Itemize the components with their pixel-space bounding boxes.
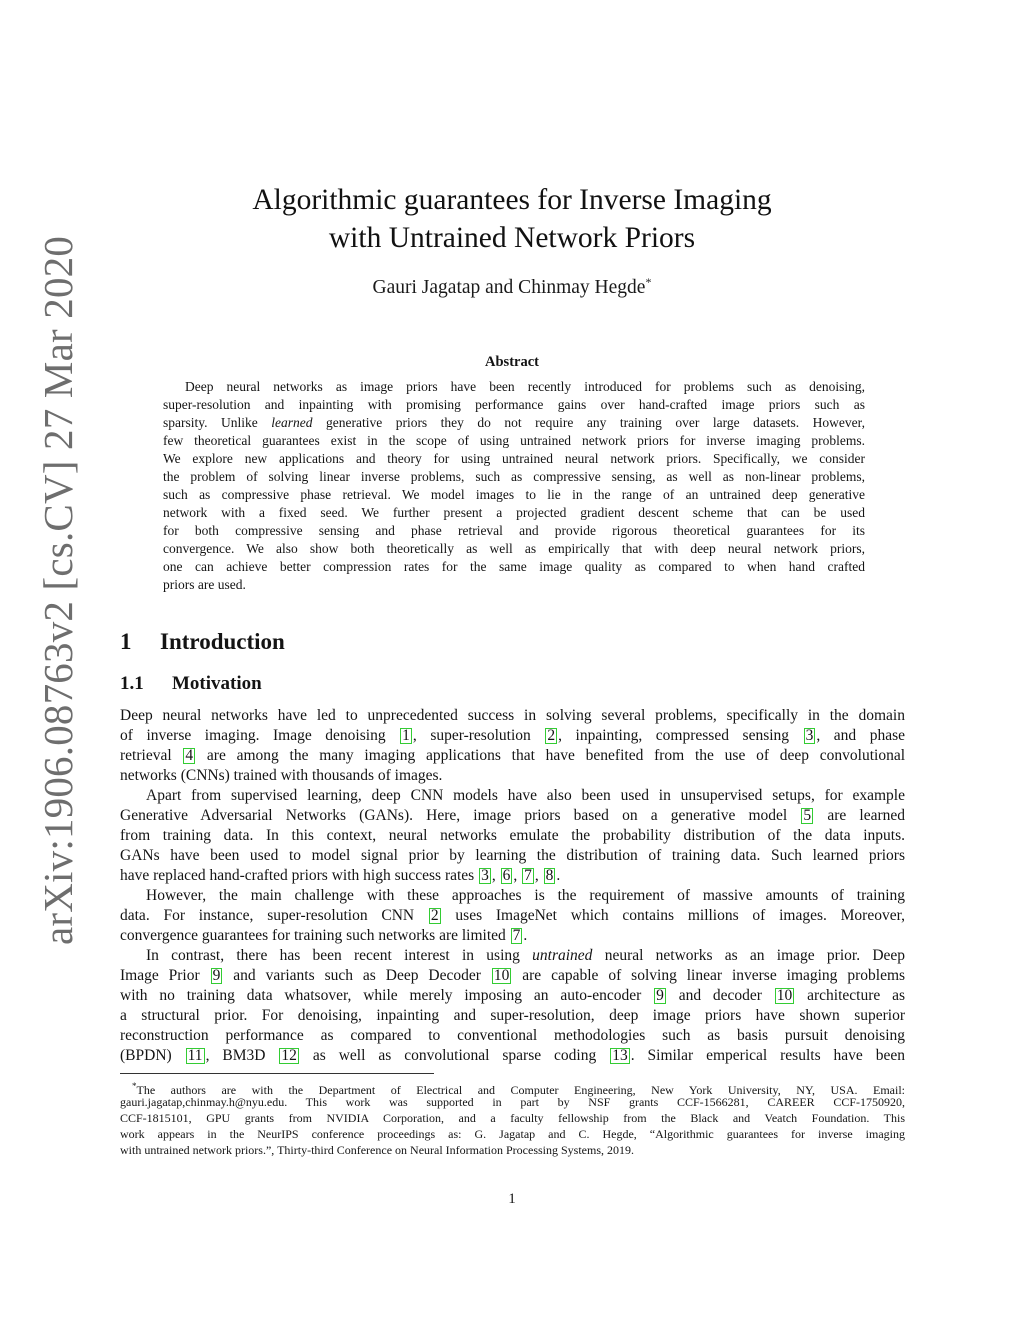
citation-link[interactable]: 10	[493, 967, 510, 984]
abstract-body	[163, 378, 865, 594]
abstract-line: super-resolution and inpainting with promising performance gains over hand-crafted image priors such as	[163, 397, 865, 412]
body-line: Apart from supervised learning, deep CNN models have also been used in unsupervised setups, for example	[146, 787, 905, 804]
citation-link[interactable]: 12	[281, 1047, 297, 1064]
author-footnote-mark[interactable]: *	[645, 275, 652, 289]
citation-link[interactable]: 7	[524, 867, 532, 884]
body-text	[120, 706, 905, 1066]
citation-link[interactable]: 8	[545, 867, 554, 884]
citation-link[interactable]: 6	[502, 867, 511, 884]
abstract-line: Deep neural networks as image priors have been recently introduced for problems such as denoising,	[185, 379, 865, 394]
body-line: a structural prior. For denoising, inpainting and super-resolution, deep image priors have shown superior	[120, 1007, 905, 1024]
body-line: In contrast, there has been recent interest in using untrained neural networks as an image prior. Deep	[146, 947, 906, 964]
abstract-line: We explore new applications and theory for using untrained neural network priors. Specifically, we consider	[163, 451, 865, 466]
body-line: convergence guarantees for training such networks are limited 7 .	[120, 927, 528, 944]
footnote	[120, 1078, 905, 1158]
citation-link[interactable]: 4	[185, 747, 194, 764]
abstract-line: for both compressive sensing and phase retrieval and provide rigorous theoretical guarantees for its	[163, 523, 865, 538]
body-line: However, the main challenge with these approaches is the requirement of massive amounts of training	[146, 887, 905, 904]
citation-link[interactable]: 7	[512, 927, 521, 944]
body-line: GANs have been used to model signal prior by learning the distribution of training data. Such learned priors	[120, 847, 905, 864]
citation-link[interactable]: 1	[402, 727, 410, 744]
body-line: from training data. In this context, neural networks emulate the probability distribution of the data inputs.	[120, 827, 905, 844]
citation-link[interactable]: 3	[805, 727, 814, 744]
authors	[0, 275, 1024, 299]
abstract-line: one can achieve better compression rates for the same image quality as compared to when hand crafted	[163, 559, 865, 574]
page-number: 1	[508, 1191, 516, 1207]
body-line: Generative Adversarial Networks (GANs). Here, image priors based on a generative model 5 are learned	[120, 807, 906, 824]
body-line: of inverse imaging. Image denoising 1 , super-resolution 2 , inpainting, compressed sensing 3 , and phase	[120, 727, 906, 744]
footnote-line: with untrained network priors.”, Thirty-third Conference on Neural Information Processing Systems, 2019.	[120, 1143, 635, 1157]
arxiv-stamp-text: arXiv:1906.08763v2 [cs.CV] 27 Mar 2020	[35, 235, 81, 945]
title-line-2: with Untrained Network Priors	[328, 222, 696, 254]
body-line: Image Prior 9 and variants such as Deep Decoder 10 are capable of solving linear inverse imaging problems	[120, 967, 906, 984]
subsection-number: 1.1	[120, 673, 144, 694]
footnote-mark: *	[132, 1081, 137, 1091]
title-line-1: Algorithmic guarantees for Inverse Imaging	[252, 184, 772, 216]
paper-title	[0, 181, 1024, 257]
abstract-line: such as compressive phase retrieval. We model images to lie in the range of an untrained deep generative	[163, 487, 865, 502]
body-line: Deep neural networks have led to unprecedented success in solving several problems, specifically in the domain	[120, 707, 905, 724]
citation-link[interactable]: 10	[776, 987, 793, 1004]
body-line: (BPDN) 11 , BM3D 12 as well as convolutional sparse coding 13 . Similar emperical results have been	[120, 1047, 906, 1064]
citation-link[interactable]: 9	[212, 967, 221, 984]
body-line: reconstruction performance as compared to conventional methodologies such as basis pursuit denoising	[120, 1027, 905, 1044]
abstract-line: priors are used.	[163, 577, 246, 592]
citation-link[interactable]: 11	[187, 1047, 203, 1064]
footnote-line: CCF-1815101, GPU grants from NVIDIA Corporation, and a faculty fellowship from the Black and Veatch Foundation. This	[120, 1111, 905, 1125]
citation-link[interactable]: 2	[547, 727, 556, 744]
abstract-line: the problem of solving linear inverse problems, such as compressive sensing, as well as non-linear problems,	[163, 469, 865, 484]
citation-link[interactable]: 3	[481, 867, 489, 884]
body-line: retrieval 4 are among the many imaging applications that have benefited from the use of deep convolutional	[120, 747, 906, 764]
citation-link[interactable]: 13	[612, 1047, 628, 1064]
emphasis-untrained: untrained	[532, 947, 593, 964]
section-title: Introduction	[160, 629, 285, 654]
abstract-line: convergence. We also show both theoretically as well as empirically that with deep neural network priors,	[163, 541, 865, 556]
abstract-line: sparsity. Unlike learned generative priors they do not require any training over large datasets. However,	[163, 415, 865, 430]
footnote-line: work appears in the NeurIPS conference proceedings as: G. Jagatap and C. Hegde, “Algorithmic guarantees for inverse imaging	[120, 1127, 905, 1141]
body-line: networks (CNNs) trained with thousands of images.	[120, 767, 443, 784]
citation-link[interactable]: 5	[803, 807, 812, 824]
body-line: with no training data whatsover, while merely imposing an auto-encoder 9 and decoder 10 architecture as	[120, 987, 906, 1004]
subsection-heading	[120, 673, 262, 695]
citation-link[interactable]: 9	[656, 987, 664, 1004]
emphasis-learned: learned	[271, 415, 313, 430]
abstract-line: network with a fixed seed. We further present a projected gradient descent scheme that can be used	[163, 505, 865, 520]
section-number: 1	[120, 629, 132, 654]
footnote-divider	[120, 1073, 434, 1074]
subsection-title: Motivation	[172, 673, 262, 694]
abstract-heading: Abstract	[485, 354, 539, 370]
footnote-line: *The authors are with the Department of Electrical and Computer Engineering, New York University, NY, USA. Email:	[132, 1081, 905, 1097]
abstract-line: few theoretical guarantees exist in the scope of using untrained network priors for inverse imaging problems.	[163, 433, 865, 448]
body-line: data. For instance, super-resolution CNN 2 uses ImageNet which contains millions of images. Moreover,	[120, 907, 906, 924]
author-names: Gauri Jagatap and Chinmay Hegde	[372, 277, 646, 298]
citation-link[interactable]: 2	[430, 907, 439, 924]
body-line: have replaced hand-crafted priors with high success rates 3 , 6 , 7 , 8 .	[120, 867, 561, 884]
section-heading	[120, 629, 285, 655]
footnote-line: gauri.jagatap,chinmay.h@nyu.edu. This work was supported in part by NSF grants CCF-1566281, CAREER CCF-1750920,	[120, 1095, 905, 1109]
